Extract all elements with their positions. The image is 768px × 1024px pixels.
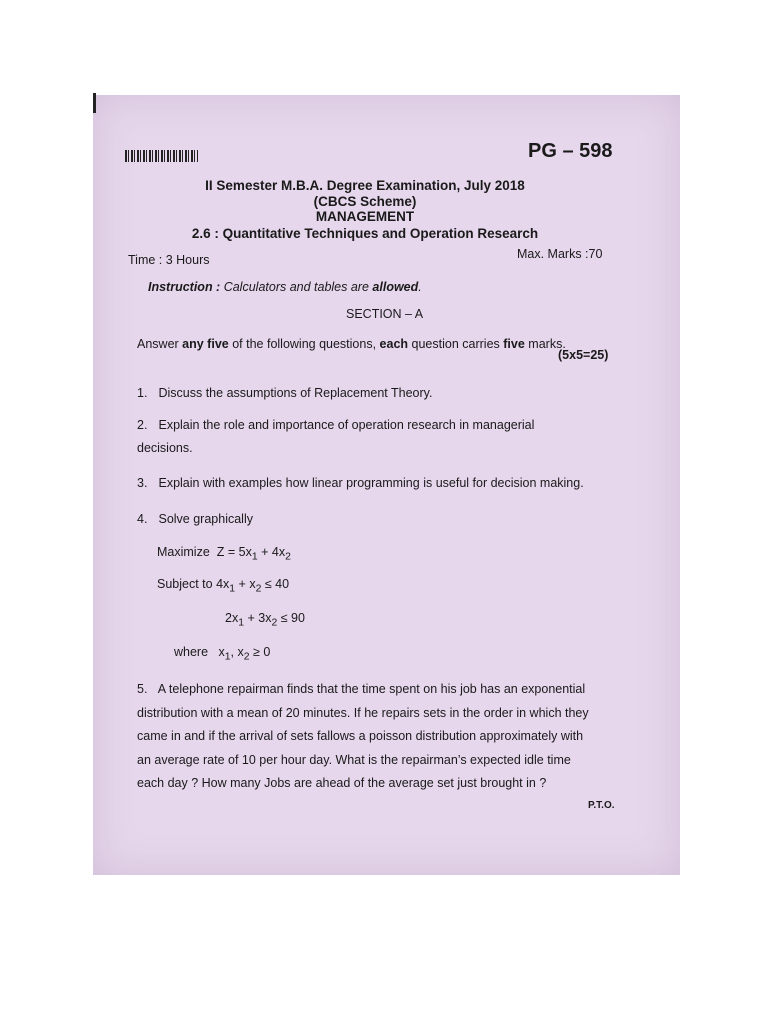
answer-emph-3: five <box>503 337 525 351</box>
question-text: Explain the role and importance of operation research in managerial decisions. <box>137 418 535 455</box>
marks-scheme: (5x5=25) <box>558 348 609 362</box>
question-number: 1. <box>137 386 148 400</box>
question-text: Explain with examples how linear programming is useful for decision making. <box>158 476 584 490</box>
max-marks: Max. Marks :70 <box>517 247 603 261</box>
question-5 <box>137 678 592 796</box>
paper-code: PG – 598 <box>528 140 613 162</box>
question-number: 4. <box>137 512 148 526</box>
lp-constraint-1: Subject to $4x_1 + x_2 \le 40$ <box>157 577 290 595</box>
question-text: A telephone repairman finds that the time spent on his job has an exponential distribution with a mean of 20 minutes. If he repairs sets in the order in which they came in and if the arrival of sets fallows a poisson distribution approximately with an average rate of 10 per hour day. What is the repairman’s expected idle time each day ? How many Jobs are ahead of the average set just brought in ? <box>137 682 589 790</box>
instruction-emphasis: allowed <box>372 280 419 294</box>
section-instruction <box>137 337 566 351</box>
answer-prefix: Answer <box>137 337 179 351</box>
lp-nonnegativity: where $x_1$, $x_2 \ge 0$ <box>174 645 271 663</box>
time-allowed: Time : 3 Hours <box>128 253 210 267</box>
where-label: where <box>174 645 209 659</box>
paper-title: 2.6 : Quantitative Techniques and Operation Research <box>191 226 539 241</box>
pto-marker: P.T.O. <box>588 800 615 811</box>
answer-mid: of the following questions, <box>232 337 377 351</box>
instruction-end: . <box>418 280 422 294</box>
barcode <box>125 150 198 162</box>
instruction <box>148 280 422 294</box>
section-title: SECTION – A <box>346 307 424 321</box>
exam-title: II Semester M.B.A. Degree Examination, July 2018 <box>205 178 525 193</box>
objective-label: Maximize <box>157 545 210 559</box>
subject-label: Subject to <box>157 577 213 591</box>
answer-end: marks. <box>528 337 566 351</box>
instruction-text: Calculators and tables are <box>223 280 369 294</box>
answer-emph-1: any five <box>182 337 229 351</box>
lp-constraint-2: $2x_1 + 3x_2 \le 90$ <box>225 611 305 629</box>
edge-mark <box>93 93 96 113</box>
question-3 <box>137 472 592 495</box>
question-number: 2. <box>137 418 148 432</box>
answer-emph-2: each <box>379 337 409 351</box>
scheme: (CBCS Scheme) <box>313 194 417 209</box>
question-2 <box>137 414 592 460</box>
question-1 <box>137 382 592 405</box>
question-number: 3. <box>137 476 148 490</box>
question-text: Discuss the assumptions of Replacement Theory. <box>158 386 433 400</box>
question-4 <box>137 508 592 531</box>
subject: MANAGEMENT <box>315 209 415 224</box>
question-text: Solve graphically <box>158 512 253 526</box>
lp-objective: Maximize $Z = 5x_1 + 4x_2$ <box>157 545 291 563</box>
answer-mid-2: question carries <box>411 337 500 351</box>
instruction-label: Instruction : <box>148 280 221 294</box>
question-number: 5. <box>137 682 148 696</box>
